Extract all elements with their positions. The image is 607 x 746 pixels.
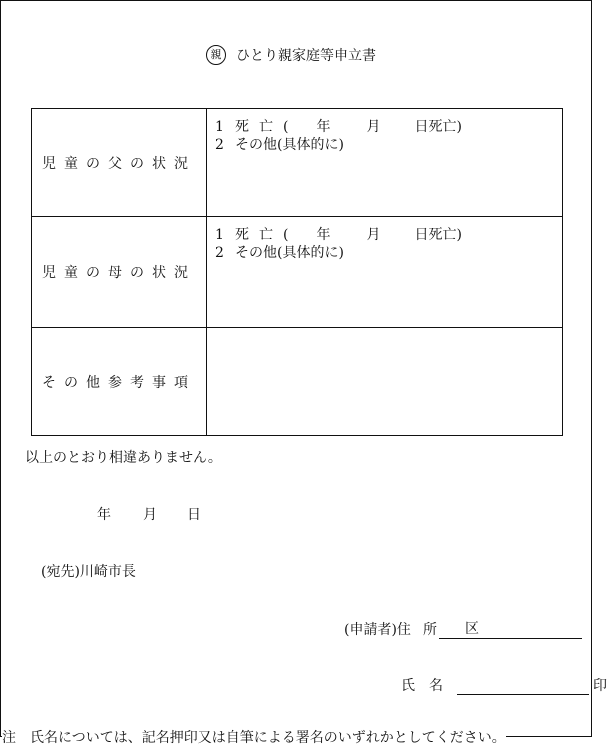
- applicant-address-row: [344, 618, 582, 639]
- date-year-label: 年: [97, 507, 111, 523]
- date-line[interactable]: [97, 504, 201, 524]
- status-table: [31, 108, 563, 436]
- address-field[interactable]: [439, 618, 582, 639]
- applicant-address-label: (申請者)住: [344, 622, 411, 638]
- other-notes-field[interactable]: [207, 328, 563, 436]
- father-status-row: [32, 109, 563, 217]
- mother-option-other: 2 その他(具体的に): [215, 245, 344, 261]
- mother-status-row: [32, 217, 563, 328]
- address-label-suffix: 所: [422, 622, 437, 638]
- other-notes-row: [32, 328, 563, 436]
- seal-mark-icon: 親: [206, 45, 226, 65]
- applicant-name-row: [401, 675, 607, 695]
- father-option-other: 2 その他(具体的に): [215, 137, 344, 153]
- name-field[interactable]: [457, 678, 589, 695]
- footnote-text: 氏名については、記名押印又は自筆による署名のいずれかとしてください。: [30, 730, 506, 746]
- name-label: 氏名: [401, 678, 457, 694]
- date-day-label: 日: [187, 507, 201, 523]
- form-title: [206, 45, 376, 65]
- father-option-death: 1 死亡( 年 月 日死亡): [215, 119, 462, 135]
- seal-label: 印: [593, 678, 607, 694]
- other-notes-label: その他参考事項: [32, 328, 207, 436]
- date-month-label: 月: [143, 507, 157, 523]
- ward-label: 区: [464, 621, 479, 637]
- mother-option-death: 1 死亡( 年 月 日死亡): [215, 227, 462, 243]
- father-status-field[interactable]: [207, 109, 563, 217]
- confirmation-statement: 以上のとおり相違ありません。: [25, 450, 222, 466]
- footnote: [2, 731, 506, 746]
- footnote-prefix: 注: [2, 730, 16, 746]
- mother-status-field[interactable]: [207, 217, 563, 328]
- mother-status-label: 児童の母の状況: [32, 217, 207, 328]
- addressee: (宛先)川崎市長: [41, 564, 136, 580]
- form-title-text: ひとり親家庭等申立書: [236, 48, 376, 64]
- father-status-label: 児童の父の状況: [32, 109, 207, 217]
